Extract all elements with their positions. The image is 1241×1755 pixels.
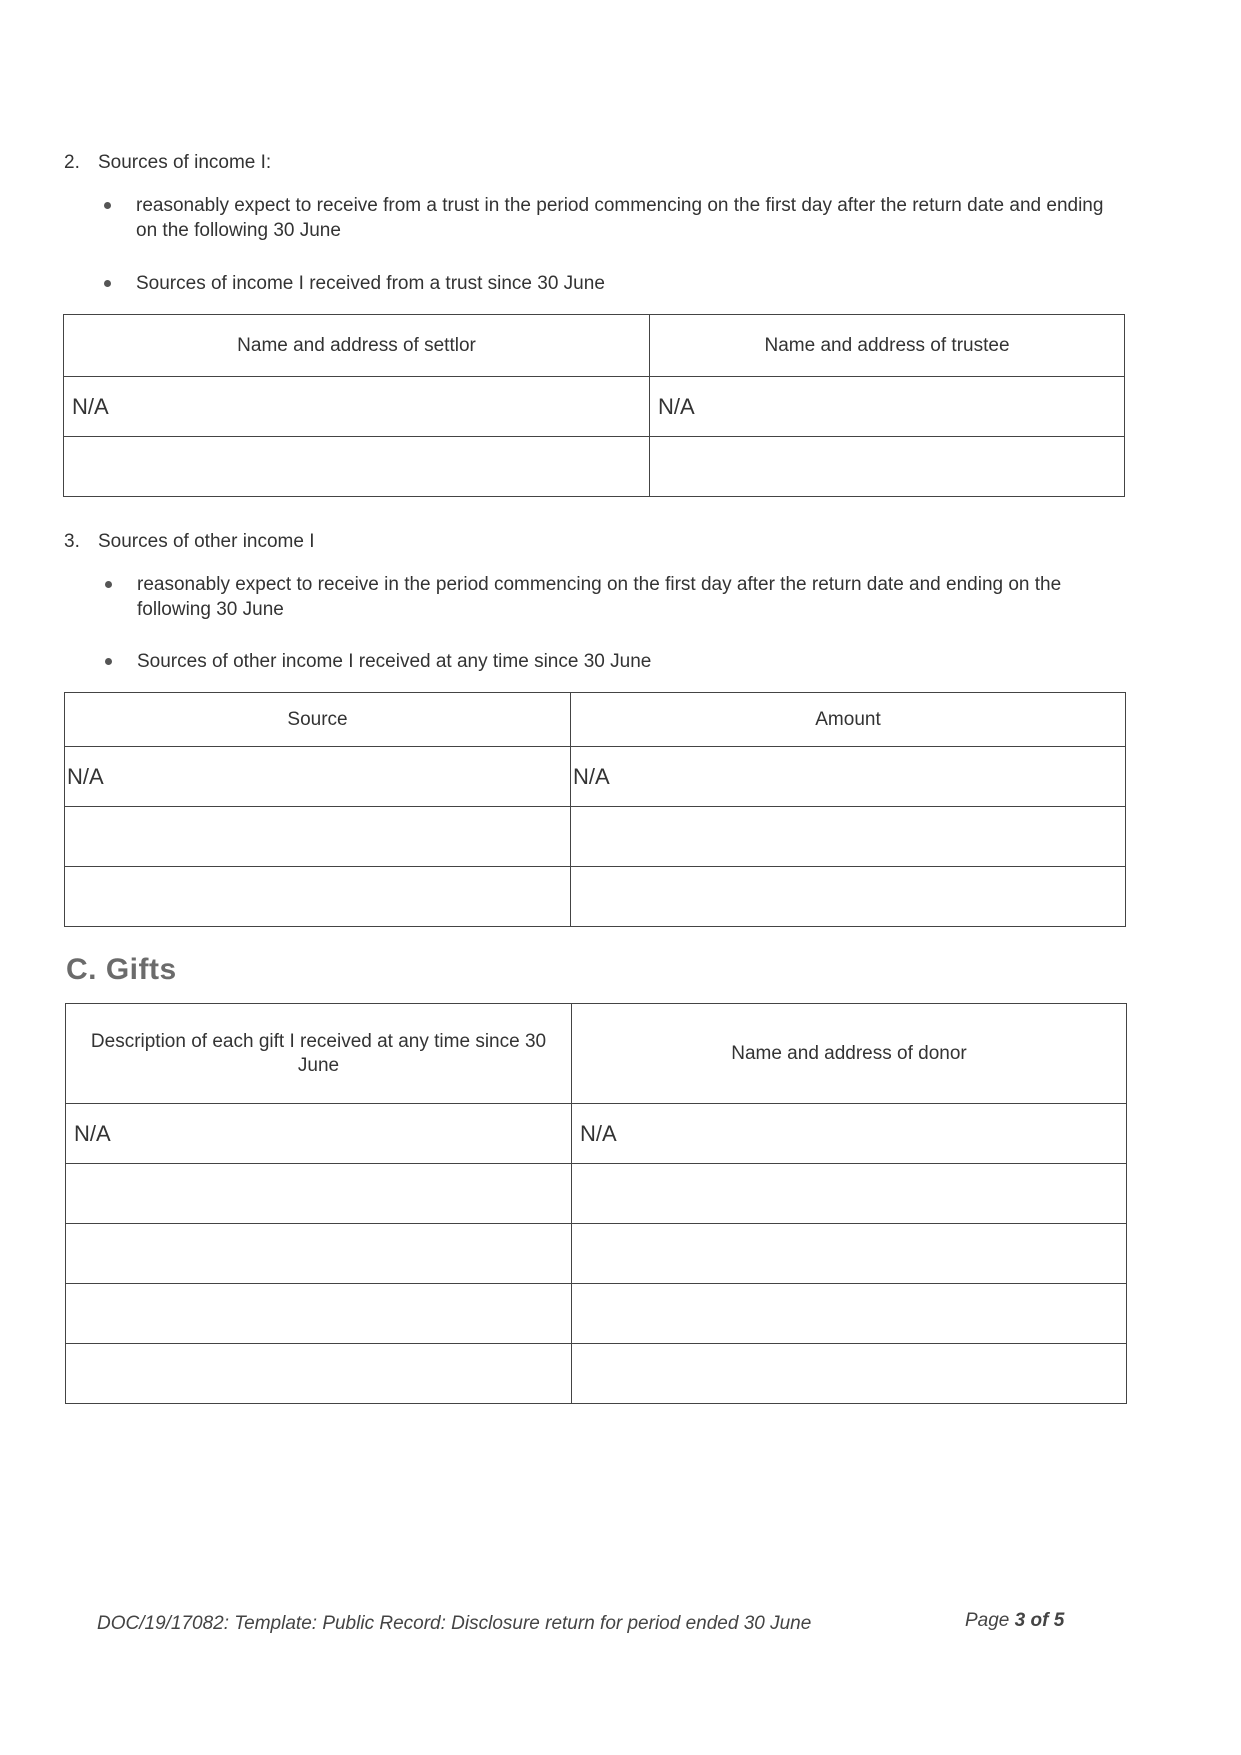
bullet-icon — [105, 581, 112, 588]
gift-description-cell — [66, 1224, 572, 1284]
section-3-bullet-1-text: reasonably expect to receive in the period commencing on the first day after the return date and ending on the following 30 June — [137, 574, 1062, 620]
donor-column-header: Name and address of donor — [572, 1004, 1127, 1104]
source-cell: N/A — [65, 747, 571, 807]
section-3-heading — [64, 531, 315, 553]
table-row — [65, 867, 1126, 927]
gift-description-cell — [66, 1164, 572, 1224]
section-3-title: Sources of other income I — [98, 531, 315, 552]
section-2-bullet-2 — [136, 271, 1116, 296]
table-header-row — [65, 693, 1126, 747]
trustee-cell — [650, 437, 1125, 497]
source-column-header: Source — [65, 693, 571, 747]
page-label: Page — [965, 1610, 1010, 1631]
table-row — [65, 807, 1126, 867]
bullet-icon — [105, 658, 112, 665]
settlor-cell: N/A — [64, 377, 650, 437]
section-2-title: Sources of income I: — [98, 152, 272, 173]
donor-cell: N/A — [572, 1104, 1127, 1164]
section-3-bullet-2 — [137, 649, 1122, 674]
section-2-number: 2. — [64, 152, 80, 173]
table-header-row — [66, 1004, 1127, 1104]
amount-cell: N/A — [571, 747, 1126, 807]
donor-cell — [572, 1284, 1127, 1344]
page-of: of — [1030, 1610, 1049, 1631]
footer-document-reference: DOC/19/17082: Template: Public Record: Disclosure return for period ended 30 June — [97, 1613, 812, 1634]
source-cell — [65, 807, 571, 867]
table-row — [66, 1344, 1127, 1404]
table-row — [66, 1164, 1127, 1224]
table-header-row — [64, 315, 1125, 377]
gift-description-cell: N/A — [66, 1104, 572, 1164]
amount-cell — [571, 867, 1126, 927]
section-3-bullet-2-text: Sources of other income I received at any time since 30 June — [137, 651, 652, 672]
donor-cell — [572, 1164, 1127, 1224]
gift-description-column-header: Description of each gift I received at any time since 30 June — [66, 1004, 572, 1104]
page-total: 5 — [1053, 1610, 1065, 1631]
trustee-column-header: Name and address of trustee — [650, 315, 1125, 377]
gifts-table — [65, 1003, 1127, 1404]
section-2-bullet-1 — [136, 193, 1116, 243]
page-current: 3 — [1014, 1610, 1026, 1631]
table-row — [66, 1224, 1127, 1284]
section-2-heading — [64, 152, 271, 174]
table-row — [64, 437, 1125, 497]
amount-cell — [571, 807, 1126, 867]
donor-cell — [572, 1224, 1127, 1284]
section-3-bullet-1 — [137, 572, 1122, 622]
gift-description-cell — [66, 1284, 572, 1344]
section-2-bullet-1-text: reasonably expect to receive from a trust in the period commencing on the first day after the return date and ending on the following 30 June — [136, 195, 1104, 241]
table-row — [64, 377, 1125, 437]
gift-description-cell — [66, 1344, 572, 1404]
section-2-bullet-2-text: Sources of income I received from a trust since 30 June — [136, 273, 605, 294]
bullet-icon — [104, 280, 111, 287]
gifts-heading: C. Gifts — [66, 953, 177, 986]
trust-income-table — [63, 314, 1125, 497]
source-cell — [65, 867, 571, 927]
bullet-icon — [104, 202, 111, 209]
settlor-cell — [64, 437, 650, 497]
footer-page-number — [965, 1610, 1064, 1632]
table-row — [66, 1104, 1127, 1164]
other-income-table — [64, 692, 1126, 927]
settlor-column-header: Name and address of settlor — [64, 315, 650, 377]
trustee-cell: N/A — [650, 377, 1125, 437]
donor-cell — [572, 1344, 1127, 1404]
section-3-number: 3. — [64, 531, 80, 552]
table-row — [65, 747, 1126, 807]
table-row — [66, 1284, 1127, 1344]
amount-column-header: Amount — [571, 693, 1126, 747]
